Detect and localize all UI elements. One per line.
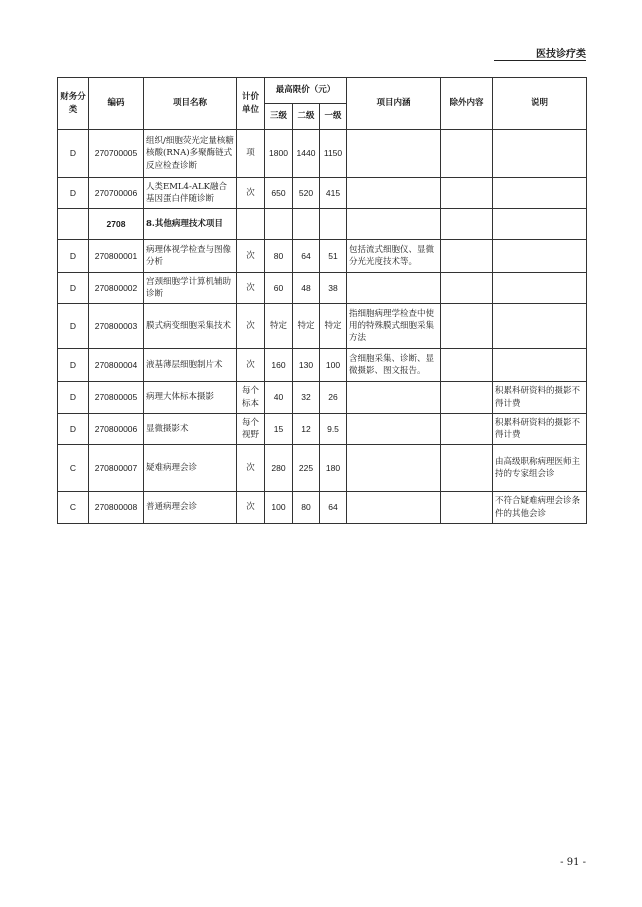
cell-content: 包括流式细胞仪、显微分光光度技术等。 bbox=[347, 240, 441, 273]
cell-unit: 次 bbox=[237, 492, 265, 524]
cell-price-level2: 48 bbox=[293, 273, 320, 304]
cell-code: 270800008 bbox=[89, 492, 144, 524]
cell-finance: D bbox=[58, 414, 89, 445]
cell-code: 270800006 bbox=[89, 414, 144, 445]
cell-price-level2: 特定 bbox=[293, 304, 320, 349]
cell-price-level2: 130 bbox=[293, 349, 320, 382]
cell-exclude bbox=[441, 382, 493, 414]
header-level1: 一级 bbox=[320, 104, 347, 130]
cell-price-level1: 64 bbox=[320, 492, 347, 524]
table-row bbox=[58, 349, 587, 382]
cell-price-level2 bbox=[293, 209, 320, 240]
cell-code: 270800004 bbox=[89, 349, 144, 382]
cell-note bbox=[493, 209, 587, 240]
cell-note bbox=[493, 273, 587, 304]
table-row bbox=[58, 130, 587, 178]
header-level2: 二级 bbox=[293, 104, 320, 130]
cell-content bbox=[347, 414, 441, 445]
header-name: 项目名称 bbox=[144, 78, 237, 130]
cell-price-level2: 80 bbox=[293, 492, 320, 524]
fee-schedule-table bbox=[57, 77, 587, 524]
cell-price-level3: 15 bbox=[265, 414, 293, 445]
table-row-section bbox=[58, 209, 587, 240]
cell-name: 8.其他病理技术项目 bbox=[144, 209, 237, 240]
cell-note bbox=[493, 349, 587, 382]
cell-price-level3: 100 bbox=[265, 492, 293, 524]
cell-content bbox=[347, 209, 441, 240]
cell-price-level1 bbox=[320, 209, 347, 240]
cell-content bbox=[347, 492, 441, 524]
header-exclude: 除外内容 bbox=[441, 78, 493, 130]
table-row bbox=[58, 382, 587, 414]
cell-name: 组织/细胞荧光定量核糖核酸(RNA)多聚酶链式反应检查诊断 bbox=[144, 130, 237, 178]
header-content: 项目内涵 bbox=[347, 78, 441, 130]
cell-exclude bbox=[441, 240, 493, 273]
cell-note: 积累科研资料的摄影不得计费 bbox=[493, 414, 587, 445]
cell-content bbox=[347, 445, 441, 492]
cell-content: 含细胞采集、诊断、显微摄影、图文报告。 bbox=[347, 349, 441, 382]
cell-finance: D bbox=[58, 349, 89, 382]
cell-note bbox=[493, 240, 587, 273]
cell-price-level3: 280 bbox=[265, 445, 293, 492]
cell-price-level2: 32 bbox=[293, 382, 320, 414]
header-unit: 计价单位 bbox=[237, 78, 265, 130]
cell-note: 积累科研资料的摄影不得计费 bbox=[493, 382, 587, 414]
cell-exclude bbox=[441, 414, 493, 445]
cell-finance: C bbox=[58, 492, 89, 524]
cell-exclude bbox=[441, 209, 493, 240]
cell-unit: 每个标本 bbox=[237, 382, 265, 414]
cell-code: 270800005 bbox=[89, 382, 144, 414]
cell-name: 人类EML4-ALK融合基因蛋白伴随诊断 bbox=[144, 178, 237, 209]
cell-finance: D bbox=[58, 273, 89, 304]
cell-name: 液基薄层细胞制片术 bbox=[144, 349, 237, 382]
header-note: 说明 bbox=[493, 78, 587, 130]
table-row bbox=[58, 273, 587, 304]
cell-content bbox=[347, 178, 441, 209]
cell-exclude bbox=[441, 178, 493, 209]
cell-price-level3 bbox=[265, 209, 293, 240]
header-code: 编码 bbox=[89, 78, 144, 130]
cell-unit: 每个视野 bbox=[237, 414, 265, 445]
page-category-title: 医技诊疗类 bbox=[536, 49, 586, 60]
cell-price-level3: 1800 bbox=[265, 130, 293, 178]
cell-exclude bbox=[441, 349, 493, 382]
cell-price-level3: 60 bbox=[265, 273, 293, 304]
cell-name: 普通病理会诊 bbox=[144, 492, 237, 524]
cell-note bbox=[493, 130, 587, 178]
cell-exclude bbox=[441, 304, 493, 349]
cell-note: 由高级职称病理医师主持的专家组会诊 bbox=[493, 445, 587, 492]
cell-price-level1: 38 bbox=[320, 273, 347, 304]
cell-price-level3: 160 bbox=[265, 349, 293, 382]
page-number: - 91 - bbox=[560, 857, 586, 868]
cell-unit: 次 bbox=[237, 445, 265, 492]
header-price-group: 最高限价（元） bbox=[265, 78, 347, 104]
cell-name: 病理体视学检查与图像分析 bbox=[144, 240, 237, 273]
cell-finance: D bbox=[58, 130, 89, 178]
cell-unit: 次 bbox=[237, 273, 265, 304]
cell-price-level1: 100 bbox=[320, 349, 347, 382]
cell-price-level1: 180 bbox=[320, 445, 347, 492]
cell-finance: D bbox=[58, 240, 89, 273]
cell-price-level2: 64 bbox=[293, 240, 320, 273]
cell-content bbox=[347, 130, 441, 178]
table-row bbox=[58, 178, 587, 209]
cell-price-level2: 520 bbox=[293, 178, 320, 209]
cell-name: 疑难病理会诊 bbox=[144, 445, 237, 492]
cell-name: 宫颈细胞学计算机辅助诊断 bbox=[144, 273, 237, 304]
cell-note: 不符合疑难病理会诊条件的其他会诊 bbox=[493, 492, 587, 524]
cell-finance: D bbox=[58, 382, 89, 414]
cell-price-level2: 12 bbox=[293, 414, 320, 445]
cell-price-level3: 80 bbox=[265, 240, 293, 273]
cell-exclude bbox=[441, 130, 493, 178]
cell-price-level1: 9.5 bbox=[320, 414, 347, 445]
cell-price-level1: 415 bbox=[320, 178, 347, 209]
cell-content bbox=[347, 273, 441, 304]
cell-unit: 项 bbox=[237, 130, 265, 178]
cell-price-level3: 650 bbox=[265, 178, 293, 209]
cell-finance bbox=[58, 209, 89, 240]
cell-price-level1: 51 bbox=[320, 240, 347, 273]
header-rule bbox=[494, 60, 586, 61]
cell-exclude bbox=[441, 492, 493, 524]
cell-code: 2708 bbox=[89, 209, 144, 240]
cell-unit: 次 bbox=[237, 304, 265, 349]
cell-code: 270700006 bbox=[89, 178, 144, 209]
cell-code: 270800003 bbox=[89, 304, 144, 349]
table-row bbox=[58, 492, 587, 524]
cell-price-level2: 1440 bbox=[293, 130, 320, 178]
header-finance: 财务分类 bbox=[58, 78, 89, 130]
cell-exclude bbox=[441, 273, 493, 304]
cell-unit: 次 bbox=[237, 240, 265, 273]
cell-code: 270800001 bbox=[89, 240, 144, 273]
cell-price-level3: 40 bbox=[265, 382, 293, 414]
cell-content: 指细胞病理学检查中使用的特殊膜式细胞采集方法 bbox=[347, 304, 441, 349]
table-row bbox=[58, 414, 587, 445]
header-level3: 三级 bbox=[265, 104, 293, 130]
cell-price-level1: 26 bbox=[320, 382, 347, 414]
cell-name: 病理大体标本摄影 bbox=[144, 382, 237, 414]
cell-code: 270700005 bbox=[89, 130, 144, 178]
table-row bbox=[58, 240, 587, 273]
cell-finance: D bbox=[58, 178, 89, 209]
cell-unit bbox=[237, 209, 265, 240]
cell-price-level1: 特定 bbox=[320, 304, 347, 349]
table-row bbox=[58, 445, 587, 492]
cell-finance: C bbox=[58, 445, 89, 492]
cell-code: 270800002 bbox=[89, 273, 144, 304]
cell-content bbox=[347, 382, 441, 414]
cell-note bbox=[493, 178, 587, 209]
table-row bbox=[58, 304, 587, 349]
cell-price-level2: 225 bbox=[293, 445, 320, 492]
cell-price-level3: 特定 bbox=[265, 304, 293, 349]
cell-name: 膜式病变细胞采集技术 bbox=[144, 304, 237, 349]
cell-name: 显微摄影术 bbox=[144, 414, 237, 445]
cell-finance: D bbox=[58, 304, 89, 349]
cell-note bbox=[493, 304, 587, 349]
cell-unit: 次 bbox=[237, 349, 265, 382]
cell-price-level1: 1150 bbox=[320, 130, 347, 178]
cell-code: 270800007 bbox=[89, 445, 144, 492]
cell-exclude bbox=[441, 445, 493, 492]
cell-unit: 次 bbox=[237, 178, 265, 209]
